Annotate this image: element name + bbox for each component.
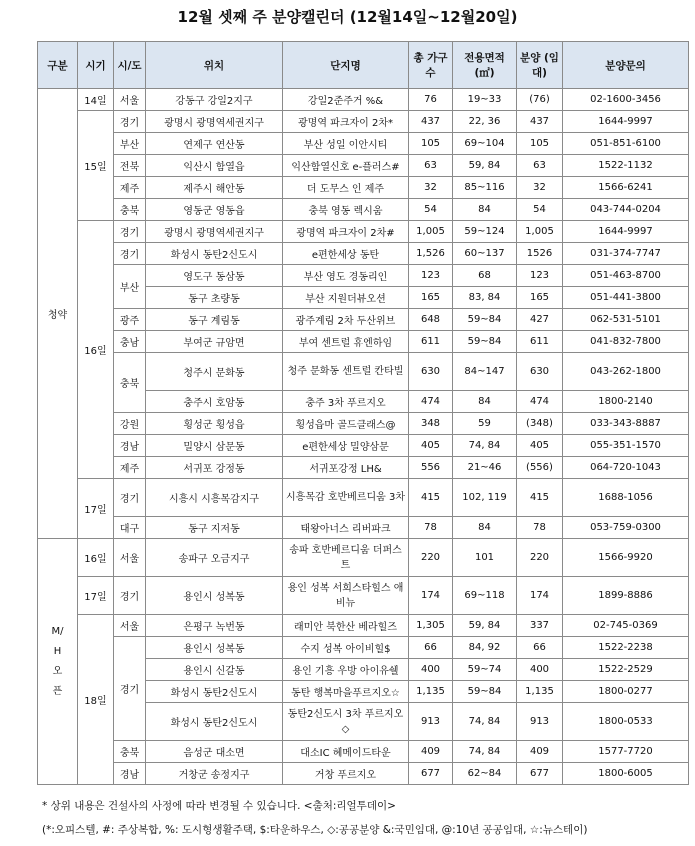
area-cell: 74, 84 [453,741,517,763]
location-cell: 서귀포 강정동 [146,457,283,479]
contact-cell: 053-759-0300 [563,517,689,539]
location-cell: 횡성군 횡성읍 [146,413,283,435]
area-cell: 84 [453,391,517,413]
contact-cell: 1522-2238 [563,637,689,659]
header-region: 시/도 [114,42,146,89]
page-title: 12월 셋째 주 분양캘린더 (12월14일~12월20일) [177,8,518,26]
complex-cell: 광명역 파크자이 2차# [283,221,409,243]
supply-cell: 474 [517,391,563,413]
supply-cell: 913 [517,703,563,741]
contact-cell: 02-745-0369 [563,615,689,637]
date-cell: 16일 [78,539,114,577]
area-cell: 84~147 [453,353,517,391]
total-cell: 174 [409,577,453,615]
complex-cell: e편한세상 동탄 [283,243,409,265]
date-cell: 17일 [78,577,114,615]
table-row [38,111,689,133]
header-location: 위치 [146,42,283,89]
location-cell: 용인시 성복동 [146,637,283,659]
complex-cell: 수지 성복 아이비힐$ [283,637,409,659]
complex-cell: 서귀포강정 LH& [283,457,409,479]
supply-cell: 400 [517,659,563,681]
location-cell: 화성시 동탄2신도시 [146,681,283,703]
contact-cell: 1800-2140 [563,391,689,413]
supply-cell: 165 [517,287,563,309]
area-cell: 59~74 [453,659,517,681]
header-supply: 분양 (임대) [517,42,563,89]
header-total: 총 가구수 [409,42,453,89]
contact-cell: 064-720-1043 [563,457,689,479]
location-cell: 청주시 문화동 [146,353,283,391]
region-cell: 경남 [114,435,146,457]
header-area: 전용면적 (㎡) [453,42,517,89]
supply-cell: 1,135 [517,681,563,703]
table-row [38,615,689,637]
region-cell: 서울 [114,89,146,111]
complex-cell: 시흥목감 호반베르디움 3차 [283,479,409,517]
region-cell: 경기 [114,479,146,517]
area-cell: 102, 119 [453,479,517,517]
location-cell: 충주시 호암동 [146,391,283,413]
area-cell: 62~84 [453,763,517,785]
contact-cell: 1899-8886 [563,577,689,615]
supply-cell: (556) [517,457,563,479]
contact-cell: 062-531-5101 [563,309,689,331]
area-cell: 84 [453,517,517,539]
location-cell: 밀양시 삼문동 [146,435,283,457]
contact-cell: 051-463-8700 [563,265,689,287]
area-cell: 83, 84 [453,287,517,309]
area-cell: 60~137 [453,243,517,265]
table-row [38,479,689,517]
supply-cell: 427 [517,309,563,331]
area-cell: 22, 36 [453,111,517,133]
contact-cell: 031-374-7747 [563,243,689,265]
calendar-table [37,41,689,785]
region-cell: 충남 [114,331,146,353]
region-cell: 경기 [114,243,146,265]
region-cell: 경기 [114,637,146,741]
location-cell: 음성군 대소면 [146,741,283,763]
region-cell: 충북 [114,199,146,221]
total-cell: 66 [409,637,453,659]
area-cell: 59~124 [453,221,517,243]
complex-cell: 동탄 행복마을푸르지오☆ [283,681,409,703]
location-cell: 광명시 광명역세권지구 [146,221,283,243]
location-cell: 용인시 성복동 [146,577,283,615]
contact-cell: 1577-7720 [563,741,689,763]
area-cell: 59~84 [453,331,517,353]
complex-cell: 강일2준주거 %& [283,89,409,111]
location-cell: 동구 계림동 [146,309,283,331]
header-category: 구분 [38,42,78,89]
complex-cell: 광명역 파크자이 2차* [283,111,409,133]
location-cell: 영동군 영동읍 [146,199,283,221]
complex-cell: 용인 성복 서희스타힐스 애비뉴 [283,577,409,615]
area-cell: 74, 84 [453,703,517,741]
table-row [38,155,689,177]
area-cell: 59~84 [453,681,517,703]
contact-cell: 02-1600-3456 [563,89,689,111]
table-row [38,435,689,457]
complex-cell: 충북 영동 렉시움 [283,199,409,221]
table-row [38,353,689,391]
category-cell-mh [38,539,78,785]
location-cell: 용인시 신갈동 [146,659,283,681]
table-row [38,133,689,155]
complex-cell: 태왕아너스 리버파크 [283,517,409,539]
region-cell: 전북 [114,155,146,177]
region-cell: 서울 [114,539,146,577]
table-row [38,413,689,435]
complex-cell: 동탄2신도시 3차 푸르지오◇ [283,703,409,741]
location-cell: 동구 지저동 [146,517,283,539]
supply-cell: (348) [517,413,563,435]
area-cell: 74, 84 [453,435,517,457]
supply-cell: 611 [517,331,563,353]
total-cell: 123 [409,265,453,287]
complex-cell: 부산 지원더뷰오션 [283,287,409,309]
total-cell: 165 [409,287,453,309]
contact-cell: 1688-1056 [563,479,689,517]
supply-cell: 437 [517,111,563,133]
total-cell: 63 [409,155,453,177]
region-cell: 부산 [114,265,146,309]
complex-cell: 더 도무스 인 제주 [283,177,409,199]
contact-cell: 051-441-3800 [563,287,689,309]
complex-cell: e편한세상 밀양삼문 [283,435,409,457]
category-cell: 청약 [38,89,78,539]
table-row [38,199,689,221]
complex-cell: 광주계림 2차 두산위브 [283,309,409,331]
supply-cell: 123 [517,265,563,287]
category-label: M/H오픈 [51,625,64,697]
table-row [38,265,689,287]
total-cell: 32 [409,177,453,199]
complex-cell: 부산 성일 이안시티 [283,133,409,155]
total-cell: 913 [409,703,453,741]
contact-cell: 043-262-1800 [563,353,689,391]
total-cell: 220 [409,539,453,577]
table-row [38,637,689,659]
region-cell: 제주 [114,177,146,199]
total-cell: 400 [409,659,453,681]
table-row [38,457,689,479]
location-cell: 화성시 동탄2신도시 [146,703,283,741]
date-cell: 17일 [78,479,114,539]
footnote-legend: (*:오피스텔, #: 주상복합, %: 도시형생활주택, $:타운하우스, ◇:공공분양 &:국민임대, @:10년 공공임대, ☆:뉴스테이) [42,824,588,836]
contact-cell: 1800-6005 [563,763,689,785]
contact-cell: 1522-1132 [563,155,689,177]
area-cell: 59~84 [453,309,517,331]
table-row [38,539,689,577]
date-cell: 15일 [78,111,114,221]
total-cell: 348 [409,413,453,435]
header-contact: 분양문의 [563,42,689,89]
complex-cell: 송파 호반베르디움 더퍼스트 [283,539,409,577]
region-cell: 부산 [114,133,146,155]
complex-cell: 용인 기흥 우방 아이유쉘 [283,659,409,681]
table-row [38,177,689,199]
supply-cell: 337 [517,615,563,637]
supply-cell: 174 [517,577,563,615]
region-cell: 경기 [114,111,146,133]
area-cell: 69~104 [453,133,517,155]
complex-cell: 횡성읍마 골드클래스@ [283,413,409,435]
total-cell: 105 [409,133,453,155]
complex-cell: 부여 센트럴 휴엔하임 [283,331,409,353]
header-row [38,42,689,89]
contact-cell: 1644-9997 [563,111,689,133]
total-cell: 409 [409,741,453,763]
supply-cell: 66 [517,637,563,659]
location-cell: 화성시 동탄2신도시 [146,243,283,265]
contact-cell: 051-851-6100 [563,133,689,155]
total-cell: 1,526 [409,243,453,265]
supply-cell: 63 [517,155,563,177]
area-cell: 19~33 [453,89,517,111]
total-cell: 1,135 [409,681,453,703]
footnote-disclaimer: * 상위 내용은 건설사의 사정에 따라 변경될 수 있습니다. <출처:리얼투데이> [42,800,396,812]
complex-cell: 부산 영도 경동리인 [283,265,409,287]
area-cell: 69~118 [453,577,517,615]
supply-cell: 630 [517,353,563,391]
location-cell: 부여군 규암면 [146,331,283,353]
table-row [38,517,689,539]
location-cell: 은평구 녹번동 [146,615,283,637]
region-cell: 대구 [114,517,146,539]
complex-cell: 래미안 북한산 베라힐즈 [283,615,409,637]
header-date: 시기 [78,42,114,89]
table-row [38,89,689,111]
total-cell: 415 [409,479,453,517]
location-cell: 익산시 함열읍 [146,155,283,177]
table-row [38,331,689,353]
supply-cell: 1,005 [517,221,563,243]
location-cell: 시흥시 시흥목감지구 [146,479,283,517]
contact-cell: 1566-9920 [563,539,689,577]
region-cell: 경기 [114,577,146,615]
region-cell: 서울 [114,615,146,637]
supply-cell: 409 [517,741,563,763]
date-cell: 14일 [78,89,114,111]
supply-cell: 405 [517,435,563,457]
location-cell: 거창군 송정지구 [146,763,283,785]
contact-cell: 033-343-8887 [563,413,689,435]
supply-cell: 32 [517,177,563,199]
complex-cell: 청주 문화동 센트럴 칸타빌 [283,353,409,391]
contact-cell: 041-832-7800 [563,331,689,353]
region-cell: 충북 [114,353,146,413]
contact-cell: 1644-9997 [563,221,689,243]
total-cell: 1,005 [409,221,453,243]
region-cell: 광주 [114,309,146,331]
complex-cell: 거창 푸르지오 [283,763,409,785]
header-complex: 단지명 [283,42,409,89]
table-row [38,243,689,265]
total-cell: 630 [409,353,453,391]
supply-cell: 78 [517,517,563,539]
table-row [38,741,689,763]
contact-cell: 055-351-1570 [563,435,689,457]
area-cell: 84, 92 [453,637,517,659]
region-cell: 경남 [114,763,146,785]
region-cell: 충북 [114,741,146,763]
total-cell: 677 [409,763,453,785]
location-cell: 연제구 연산동 [146,133,283,155]
total-cell: 54 [409,199,453,221]
table-row [38,309,689,331]
table-row [38,763,689,785]
location-cell: 강동구 강일2지구 [146,89,283,111]
location-cell: 송파구 오금지구 [146,539,283,577]
contact-cell: 1800-0277 [563,681,689,703]
supply-cell: 54 [517,199,563,221]
date-cell: 16일 [78,221,114,479]
supply-cell: 415 [517,479,563,517]
total-cell: 648 [409,309,453,331]
complex-cell: 익산함열신호 e-플러스# [283,155,409,177]
total-cell: 76 [409,89,453,111]
region-cell: 강원 [114,413,146,435]
contact-cell: 1522-2529 [563,659,689,681]
area-cell: 101 [453,539,517,577]
total-cell: 611 [409,331,453,353]
complex-cell: 대소IC 혜메이드타운 [283,741,409,763]
area-cell: 59, 84 [453,615,517,637]
supply-cell: 1526 [517,243,563,265]
location-cell: 영도구 동삼동 [146,265,283,287]
table-row [38,221,689,243]
total-cell: 474 [409,391,453,413]
contact-cell: 1566-6241 [563,177,689,199]
total-cell: 556 [409,457,453,479]
total-cell: 1,305 [409,615,453,637]
location-cell: 동구 초량동 [146,287,283,309]
location-cell: 광명시 광명역세권지구 [146,111,283,133]
region-cell: 제주 [114,457,146,479]
area-cell: 85~116 [453,177,517,199]
supply-cell: 220 [517,539,563,577]
complex-cell: 충주 3차 푸르지오 [283,391,409,413]
area-cell: 21~46 [453,457,517,479]
supply-cell: 105 [517,133,563,155]
region-cell: 경기 [114,221,146,243]
total-cell: 437 [409,111,453,133]
location-cell: 제주시 해안동 [146,177,283,199]
contact-cell: 043-744-0204 [563,199,689,221]
table-row [38,577,689,615]
date-cell: 18일 [78,615,114,785]
total-cell: 78 [409,517,453,539]
contact-cell: 1800-0533 [563,703,689,741]
area-cell: 84 [453,199,517,221]
area-cell: 59 [453,413,517,435]
total-cell: 405 [409,435,453,457]
area-cell: 68 [453,265,517,287]
supply-cell: (76) [517,89,563,111]
supply-cell: 677 [517,763,563,785]
area-cell: 59, 84 [453,155,517,177]
